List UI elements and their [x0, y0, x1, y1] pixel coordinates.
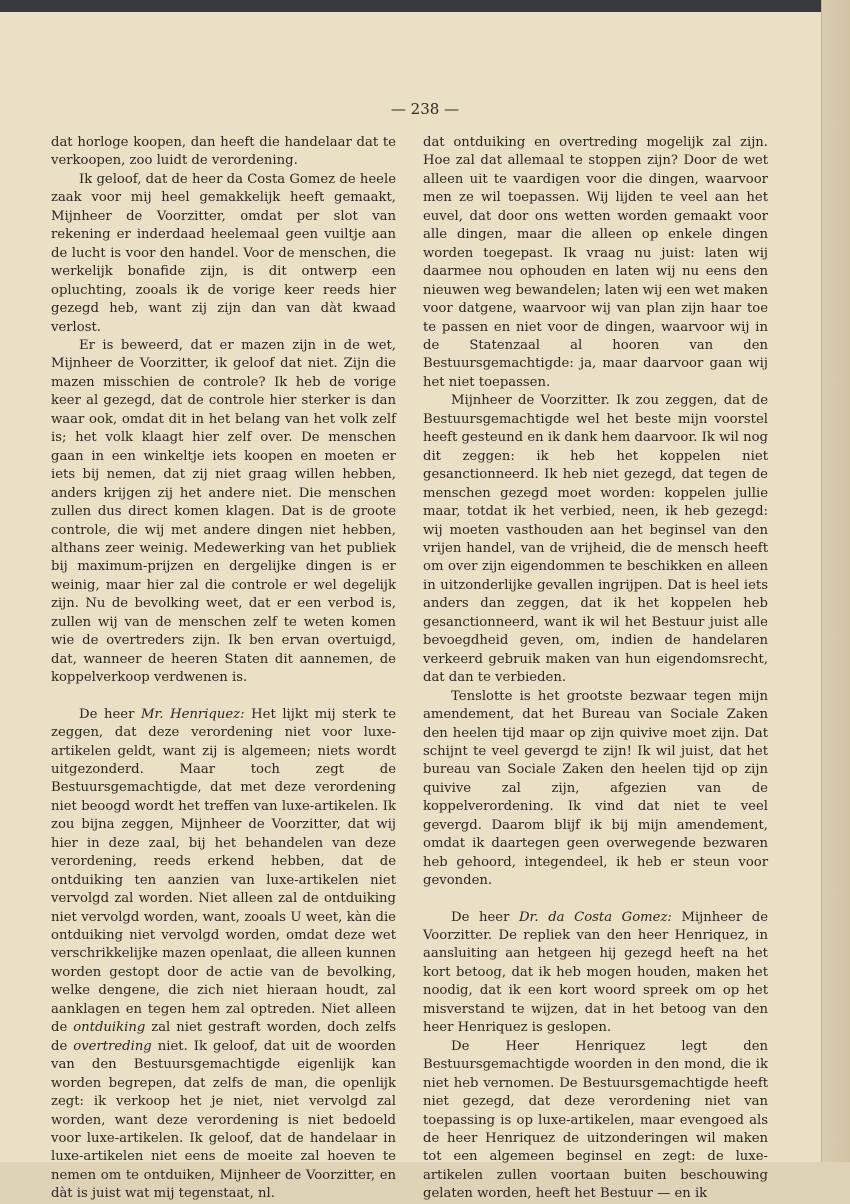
paragraph: De Heer Henriquez legt den Bestuursgemachtigde woorden in den mond, die ik niet heb vernomen. De Bestuursgemachtigde heeft niet gezegd, dat deze verordening niet van toepassing is op luxe-artikelen, maar evengoed als de heer Henriquez de uitzonderingen wil maken tot een algemeen beginsel en zegt: de luxe-artikelen zullen voortaan buiten beschouwing gelaten worden, heeft het Bestuur — en ik [423, 1038, 768, 1202]
emphasis: ontduiking [73, 1020, 146, 1036]
page-right-edge [821, 0, 850, 1162]
speaker-name: Mr. Henriquez: [140, 706, 245, 722]
paragraph: dat ontduiking en overtreding mogelijk zal zijn. Hoe zal dat allemaal te stoppen zijn? Door de wet alleen uit te vaardigen voor die dingen, waarvoor men ze wil toepassen. Wij lijden te veel aan het euvel, dat door ons wetten worden gemaakt voor alle dingen, maar die alleen op enkele dingen worden toegepast. Ik vraag nu juist: laten wij daarmee nou ophouden en laten wij nu eens den nieuwen weg bewandelen; laten wij een wet maken voor datgene, waarvoor wij van plan zijn haar toe te passen en niet voor de dingen, waarvoor wij in de Statenzaal al hooren van den Bestuursgemachtigde: ja, maar daarvoor gaan wij het niet toepassen. [423, 135, 768, 390]
speaker-paragraph: De heer Dr. da Costa Gomez: Mijnheer de Voorzitter. De repliek van den heer Henriquez, in aansluiting aan hetgeen hij gezegd heeft na het kort betoog, dat ik heb mogen houden, maken het noodig, dat ik een kort woord spreek om op het misverstand te wijzen, dat in het betoog van den heer Henriquez is geslopen. [423, 909, 768, 1036]
emphasis: overtreding [73, 1038, 152, 1054]
paragraph: Tenslotte is het grootste bezwaar tegen mijn amendement, dat het Bureau van Sociale Zaken den heelen tijd maar op zijn quivive moet zijn. Dat schijnt te veel gevergd te zijn! Ik wil juist, dat het bureau van Sociale Zaken den heelen tijd op zijn quivive zal zijn, afgezien van de koppelverordening. Ik vind dat niet te veel gevergd. Daarom blijf ik bij mijn amendement, omdat ik daartegen geen overwegende bezwaren heb gehoord, integendeel, ik heb er steun voor gevonden. [423, 688, 768, 889]
speaker-name: Dr. da Costa Gomez: [518, 909, 672, 925]
speaker-prefix: De heer [79, 706, 141, 722]
left-column [51, 134, 396, 1204]
speaker-prefix: De heer [451, 909, 519, 925]
paragraph: Er is beweerd, dat er mazen zijn in de wet, Mijnheer de Voorzitter, ik geloof dat niet. Zijn die mazen misschien de controle? Ik heb de vorige keer al gezegd, dat de controle hier sterker is dan waar ook, omdat dit in het belang van het volk zelf is; het volk klaagt hier zelf over. De menschen gaan in een winkeltje iets koopen en moeten er iets bij nemen, dat zij niet graag willen hebben, anders krijgen zij het andere niet. Die menschen zullen dus direct komen klagen. Dat is de groote controle, die wij met andere dingen niet hebben, althans zeer weinig. Medewerking van het publiek bij maximum-prijzen en dergelijke dingen is er weinig, maar hier zal die controle er wel degelijk zijn. Nu de bevolking weet, dat er een verbod is, zullen wij van de menschen zelf te weten komen wie de overtreders zijn. Ik ben ervan overtuigd, dat, wanneer de heeren Staten dit aannemen, de koppelverkoop verdwenen is. [51, 337, 396, 686]
page-number: — 238 — [390, 100, 460, 118]
right-column [423, 134, 768, 1204]
paragraph: Mijnheer de Voorzitter. Ik zou zeggen, dat de Bestuursgemachtigde wel het beste mijn voorstel heeft gesteund en ik dank hem daarvoor. Ik wil nog dit zeggen: ik heb het koppelen niet gesanctionneerd. Ik heb niet gezegd, dat tegen de menschen gezegd moet worden: koppelen jullie maar, totdat ik het verbied, neen, ik heb gezegd: wij moeten vasthouden aan het beginsel van den vrijen handel, van de vrijheid, die de mensch heeft om over zijn eigendommen te beschikken en alleen in uitzonderlijke gevallen ingrijpen. Dat is heel iets anders dan zeggen, dat ik het koppelen heb gesanctionneerd, want ik wil het Bestuur juist alle bevoegdheid geven, om, indien de handelaren verkeerd gebruik maken van hun eigendomsrecht, dat dan te verbieden. [423, 393, 768, 686]
paragraph: Ik geloof, dat de heer da Costa Gomez de heele zaak voor mij heel gemakkelijk heeft gemaakt, Mijnheer de Voorzitter, omdat per slot van rekening er inderdaad heelemaal geen vuiltje aan de lucht is voor den handel. Voor de menschen, die werkelijk bonafide zijn, is dit ontwerp een opluchting, zooals ik de vorige keer reeds hier gezegd heb, want zij zijn dan van dàt kwaad verlost. [51, 171, 396, 335]
paragraph: dat horloge koopen, dan heeft die handelaar dat te verkoopen, zoo luidt de verordening. [51, 135, 396, 169]
scanner-top-border [0, 0, 850, 12]
speaker-paragraph: De heer Mr. Henriquez: Het lijkt mij sterk te zeggen, dat deze verordening niet voor luxe-artikelen geldt, want zij is algemeen; niets wordt uitgezonderd. Maar toch zegt de Bestuursgemachtigde, dat met deze verordening niet beoogd wordt het treffen van luxe-artikelen. Ik zou bijna zeggen, Mijnheer de Voorzitter, dat wij hier in deze zaal, bij het behandelen van deze verordening, reeds erkend hebben, dat de ontduiking ten aanzien van luxe-artikelen niet vervolgd zal worden. Niet alleen zal de ontduiking niet vervolgd worden, want, zooals U weet, kàn die ontduiking niet vervolgd worden, omdat deze wet verschrikkelijke mazen openlaat, die alleen kunnen worden gestopt door de actie van de bevolking, welke dengene, die zich niet hieraan houdt, zal aanklagen en tegen hem zal optreden. Niet alleen de ontduiking zal niet gestraft worden, doch zelfs de overtreding niet. Ik geloof, dat uit de woorden van den Bestuursgemachtigde eigenlijk kan worden begrepen, dat zelfs de man, die openlijk zegt: ik verkoop het je niet, niet vervolgd zal worden, want deze verordening is niet bedoeld voor luxe-artikelen. Ik geloof, dat de handelaar in luxe-artikelen niet eens de moeite zal hoeven te nemen om te ontduiken, Mijnheer de Voorzitter, en dàt is juist wat mij tegenstaat, nl. [51, 706, 396, 1202]
